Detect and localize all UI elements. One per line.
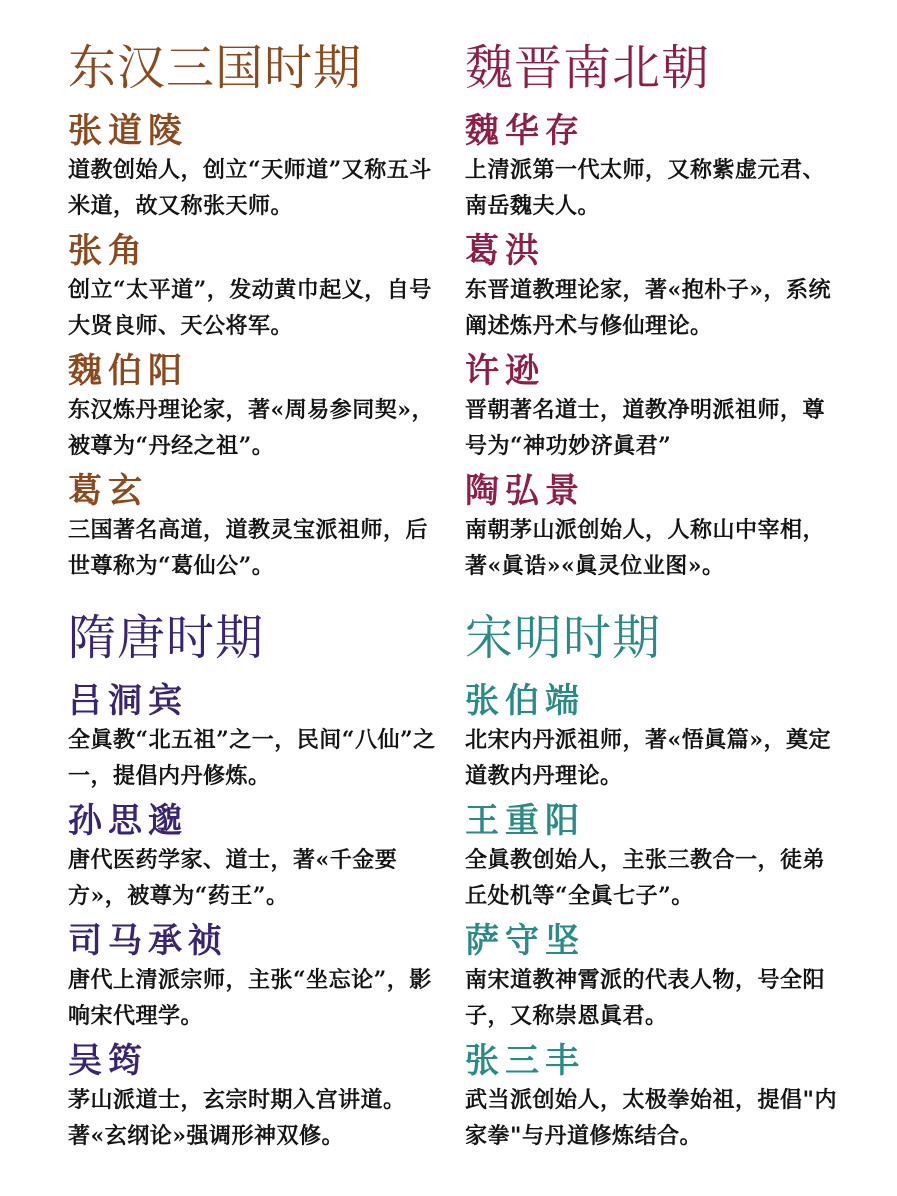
person-entry [465,680,865,794]
person-description: 北宋内丹派祖师，著«悟眞篇»，奠定道教内丹理论。 [465,727,832,789]
person-entry [68,920,468,1034]
person-entry [465,470,865,584]
person-entry [68,800,468,914]
person-entry [68,1040,468,1154]
person-description: 道教创始人，创立“天师道”又称五斗米道，故又称张天师。 [68,157,432,219]
person-name: 司马承祯 [68,921,228,961]
person-description: 武当派创始人，太极拳始祖，提倡"内家拳"与丹道修炼结合。 [465,1087,837,1149]
person-description: 全眞教创始人，主张三教合一，徒弟丘处机等“全眞七子”。 [465,847,826,909]
person-name: 张角 [68,231,148,271]
person-entry [465,110,865,224]
person-entry [465,800,865,914]
person-name: 张三丰 [465,1041,585,1081]
period-title: 魏晋南北朝 [465,40,711,96]
person-name: 王重阳 [465,801,585,841]
person-description: 创立“太平道”，发动黄巾起义，自号大贤良师、天公将军。 [68,277,432,339]
person-entry [68,680,468,794]
person-description: 三国著名高道，道教灵宝派祖师，后世尊称为“葛仙公”。 [68,517,429,579]
person-description: 南朝茅山派创始人，人称山中宰相，著«眞诰»«眞灵位业图»。 [465,517,826,579]
period-title: 隋唐时期 [68,610,265,666]
person-description: 茅山派道士，玄宗时期入宫讲道。著«玄纲论»强调形神双修。 [68,1087,406,1149]
person-entry [465,230,865,344]
person-name: 许逊 [465,351,545,391]
person-entry [68,110,468,224]
person-name: 葛玄 [68,471,148,511]
section-sui-tang [68,606,468,1160]
section-han-three-kingdoms [68,36,468,590]
person-entry [465,920,865,1034]
person-description: 全眞教“北五祖”之一，民间“八仙”之一，提倡内丹修炼。 [68,727,436,789]
person-entry [68,350,468,464]
person-entry [465,350,865,464]
person-description: 唐代上清派宗师，主张“坐忘论”，影响宋代理学。 [68,967,432,1029]
person-description: 唐代医药学家、道士，著«千金要方»，被尊为“药王”。 [68,847,398,909]
person-name: 吕洞宾 [68,681,188,721]
section-song-ming [465,606,865,1160]
person-name: 张伯端 [465,681,585,721]
section-wei-jin-southern-northern [465,36,865,590]
period-title: 东汉三国时期 [68,40,363,96]
person-description: 东汉炼丹理论家，著«周易参同契»，被尊为“丹经之祖”。 [68,397,435,459]
period-title: 宋明时期 [465,610,662,666]
person-entry [465,1040,865,1154]
person-name: 吴筠 [68,1041,148,1081]
person-name: 孙思邈 [68,801,188,841]
person-entry [68,230,468,344]
person-name: 张道陵 [68,111,188,151]
person-description: 东晋道教理论家，著«抱朴子»，系统阐述炼丹术与修仙理论。 [465,277,832,339]
person-description: 南宋道教神霄派的代表人物，号全阳子，又称崇恩眞君。 [465,967,826,1029]
person-description: 晋朝著名道士，道教净明派祖师，尊号为“神功妙济眞君” [465,397,826,459]
person-name: 魏华存 [465,111,585,151]
person-name: 萨守坚 [465,921,585,961]
person-description: 上清派第一代太师，又称紫虚元君、南岳魏夫人。 [465,157,826,219]
person-name: 陶弘景 [465,471,585,511]
person-name: 葛洪 [465,231,545,271]
person-entry [68,470,468,584]
person-name: 魏伯阳 [68,351,188,391]
